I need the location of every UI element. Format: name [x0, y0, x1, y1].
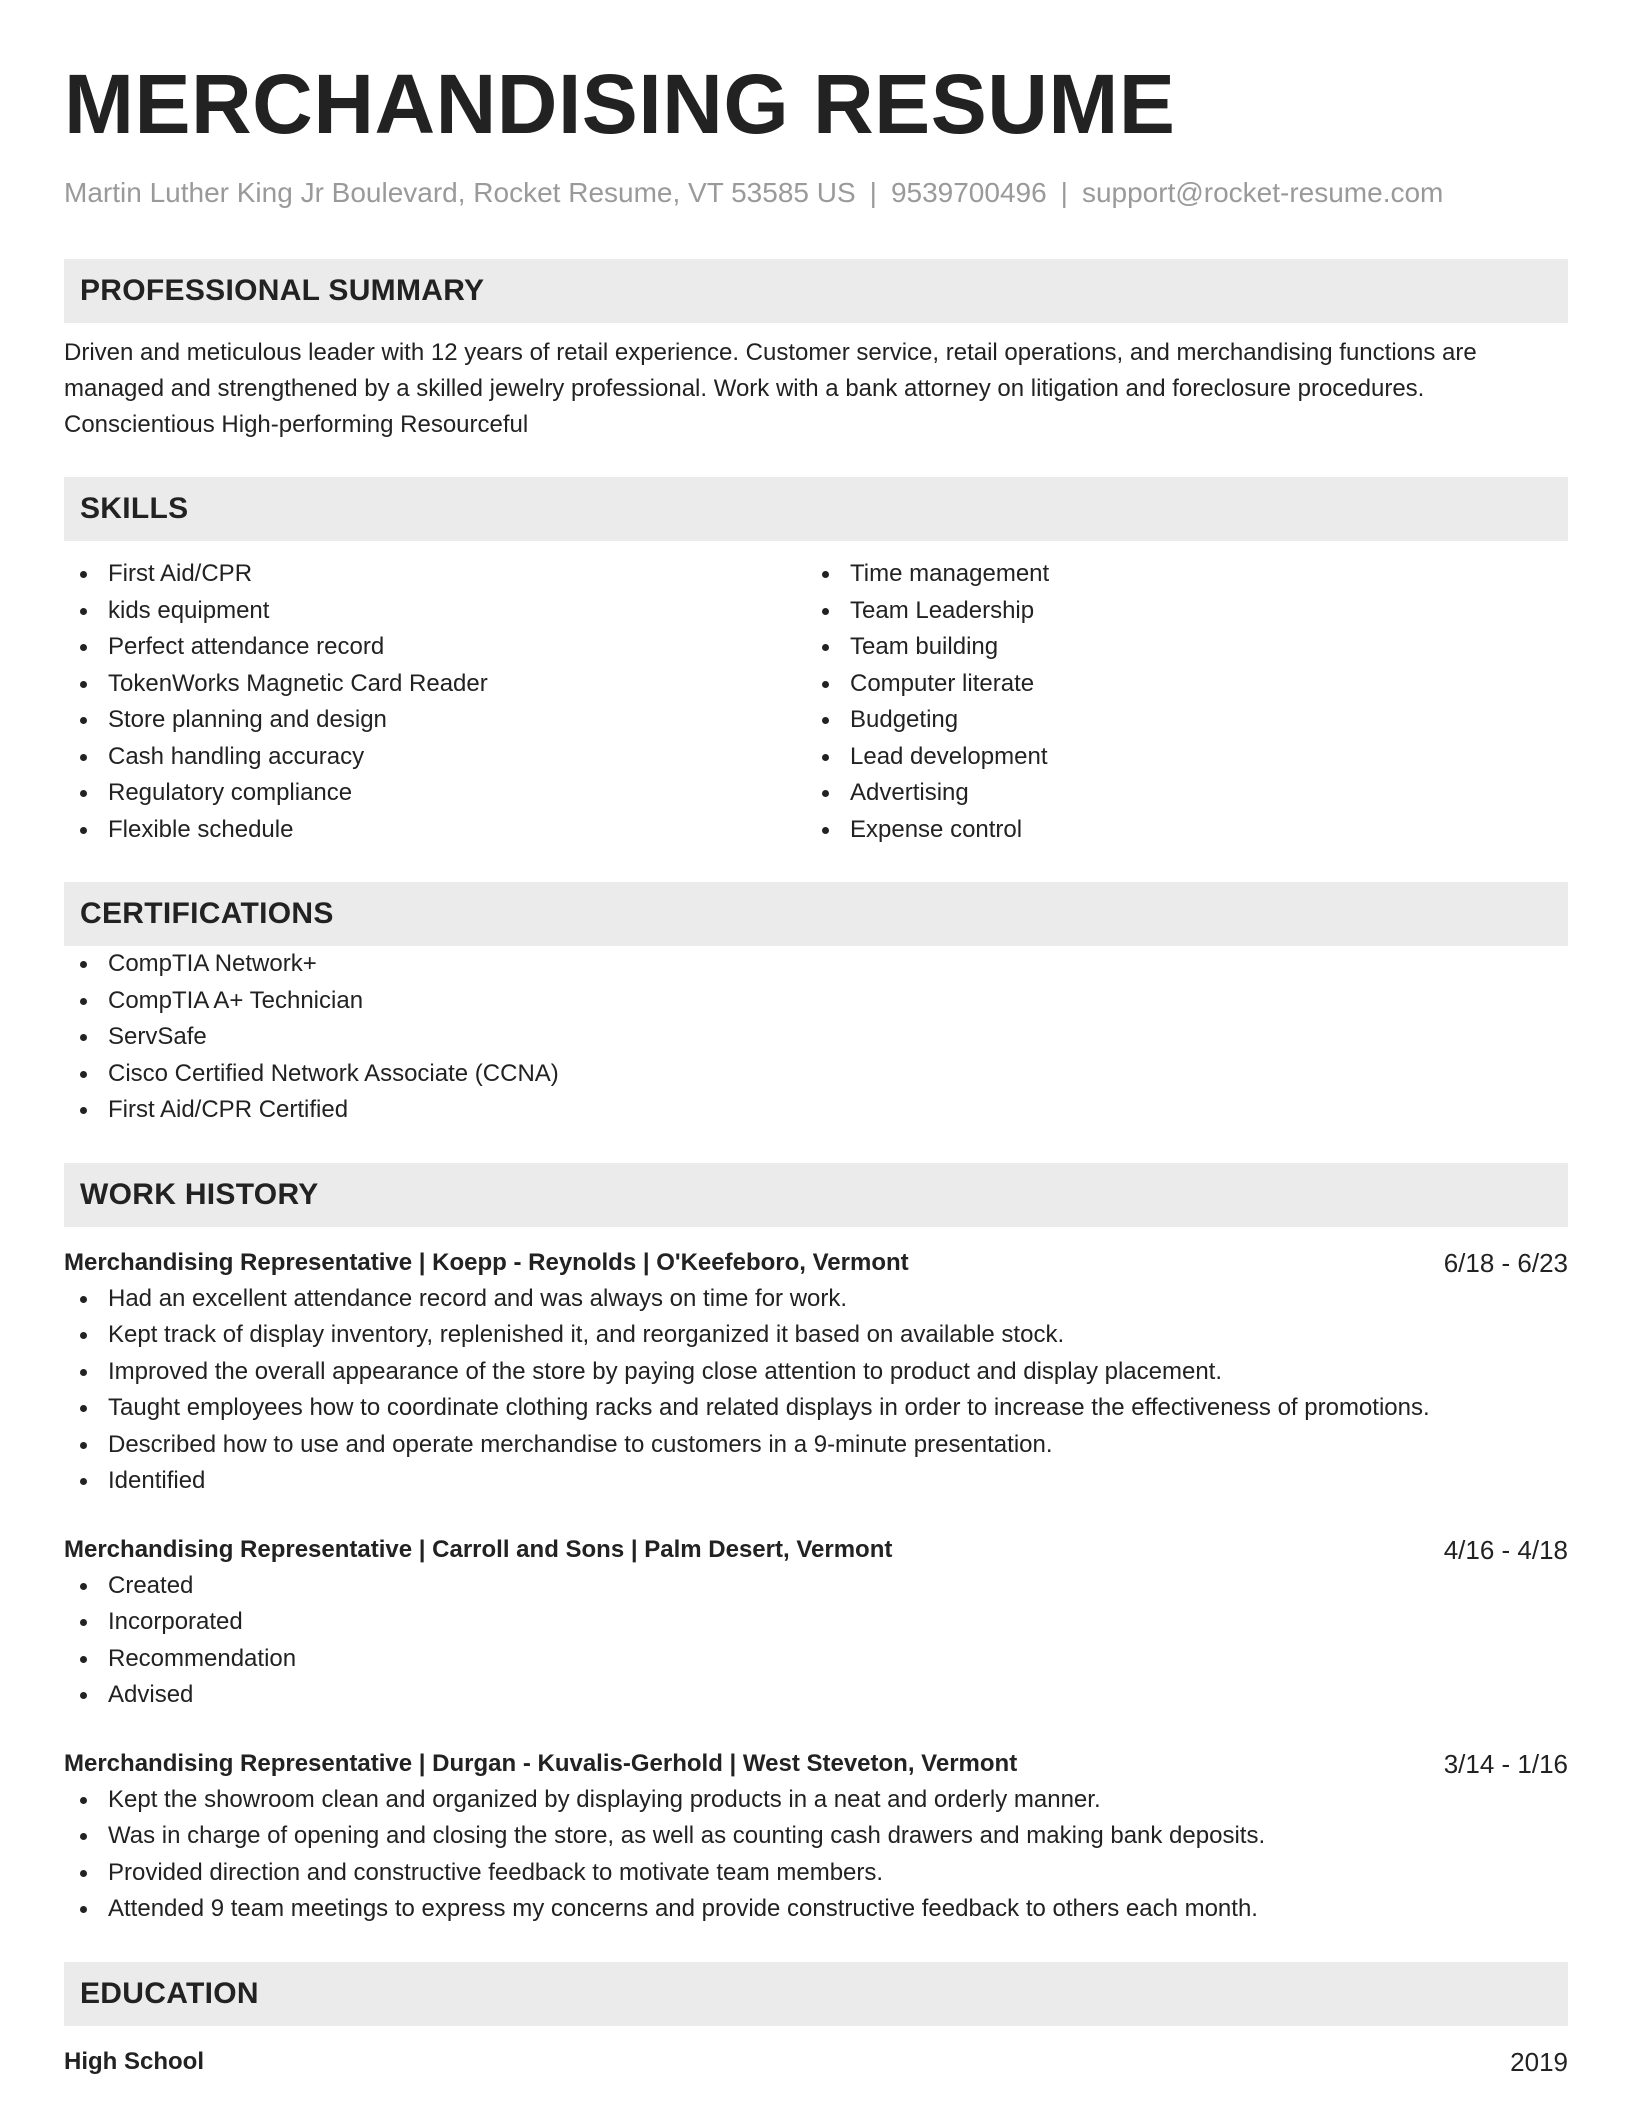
- job-bullet: Identified: [64, 1463, 1568, 1500]
- contact-line: [64, 176, 1568, 210]
- job-title: Merchandising Representative | Koepp - Reynolds | O'Keefeboro, Vermont: [64, 1248, 909, 1276]
- education-entry: [64, 2044, 1568, 2080]
- skills-columns: [64, 556, 1568, 848]
- section-heading-work-history: WORK HISTORY: [64, 1163, 1568, 1227]
- certification-item: Cisco Certified Network Associate (CCNA): [64, 1056, 1568, 1093]
- job-header: [64, 1532, 1568, 1568]
- job-dates: 6/18 - 6/23: [1443, 1247, 1568, 1278]
- skill-item: Computer literate: [806, 666, 1548, 703]
- education-year: 2019: [1510, 2046, 1568, 2077]
- job-bullet: Recommendation: [64, 1641, 1568, 1678]
- certifications-list: [64, 946, 1568, 1129]
- section-heading-skills: SKILLS: [64, 477, 1568, 541]
- skills-list-right: [806, 556, 1548, 848]
- contact-separator: |: [1060, 177, 1068, 208]
- job-bullet: Created: [64, 1568, 1568, 1605]
- job-dates: 4/16 - 4/18: [1443, 1534, 1568, 1565]
- job-bullet: Kept track of display inventory, replenished it, and reorganized it based on available stock.: [64, 1317, 1568, 1354]
- skill-item: Team building: [806, 629, 1548, 666]
- job-bullet: Improved the overall appearance of the store by paying close attention to product and display placement.: [64, 1354, 1568, 1391]
- job-header: [64, 1746, 1568, 1782]
- skill-item: kids equipment: [64, 593, 806, 630]
- resume-page: [64, 0, 1568, 2080]
- job-bullet: Kept the showroom clean and organized by displaying products in a neat and orderly manner.: [64, 1782, 1568, 1819]
- skill-item: Expense control: [806, 812, 1548, 849]
- skill-item: Store planning and design: [64, 702, 806, 739]
- skills-column-left: [64, 556, 806, 848]
- skill-item: TokenWorks Magnetic Card Reader: [64, 666, 806, 703]
- skill-item: Regulatory compliance: [64, 775, 806, 812]
- job-header: [64, 1245, 1568, 1281]
- skills-list-left: [64, 556, 806, 848]
- job-title: Merchandising Representative | Durgan - Kuvalis-Gerhold | West Steveton, Vermont: [64, 1749, 1018, 1777]
- job-bullet: Incorporated: [64, 1604, 1568, 1641]
- skill-item: Perfect attendance record: [64, 629, 806, 666]
- job-bullet: Advised: [64, 1677, 1568, 1714]
- contact-address: Martin Luther King Jr Boulevard, Rocket Resume, VT 53585 US: [64, 177, 856, 208]
- job-entry: [64, 1532, 1568, 1714]
- skill-item: Team Leadership: [806, 593, 1548, 630]
- job-bullet-list: [64, 1281, 1568, 1500]
- job-bullet-list: [64, 1568, 1568, 1714]
- certification-item: CompTIA A+ Technician: [64, 983, 1568, 1020]
- contact-phone: 9539700496: [890, 177, 1047, 208]
- section-heading-professional-summary: PROFESSIONAL SUMMARY: [64, 259, 1568, 323]
- resume-title: MERCHANDISING RESUME: [64, 57, 1176, 151]
- contact-separator: |: [869, 177, 877, 208]
- job-title: Merchandising Representative | Carroll and Sons | Palm Desert, Vermont: [64, 1535, 893, 1563]
- certification-item: ServSafe: [64, 1019, 1568, 1056]
- skills-column-right: [806, 556, 1548, 848]
- skill-item: Advertising: [806, 775, 1548, 812]
- skill-item: First Aid/CPR: [64, 556, 806, 593]
- certification-item: CompTIA Network+: [64, 946, 1568, 983]
- contact-email: support@rocket-resume.com: [1081, 177, 1444, 208]
- job-bullet: Taught employees how to coordinate clothing racks and related displays in order to increase the effectiveness of promotions.: [64, 1390, 1568, 1427]
- job-dates: 3/14 - 1/16: [1443, 1748, 1568, 1779]
- skill-item: Budgeting: [806, 702, 1548, 739]
- section-heading-certifications: CERTIFICATIONS: [64, 882, 1568, 946]
- skill-item: Time management: [806, 556, 1548, 593]
- job-entry: [64, 1746, 1568, 1928]
- skill-item: Cash handling accuracy: [64, 739, 806, 776]
- section-heading-education: EDUCATION: [64, 1962, 1568, 2026]
- skill-item: Flexible schedule: [64, 812, 806, 849]
- job-entry: [64, 1245, 1568, 1500]
- certification-item: First Aid/CPR Certified: [64, 1092, 1568, 1129]
- job-bullet: Had an excellent attendance record and was always on time for work.: [64, 1281, 1568, 1318]
- job-bullet: Provided direction and constructive feedback to motivate team members.: [64, 1855, 1568, 1892]
- job-bullet-list: [64, 1782, 1568, 1928]
- job-bullet: Described how to use and operate merchandise to customers in a 9-minute presentation.: [64, 1427, 1568, 1464]
- education-school: High School: [64, 2047, 204, 2075]
- skill-item: Lead development: [806, 739, 1548, 776]
- professional-summary-text: Driven and meticulous leader with 12 years of retail experience. Customer service, retail operations, and merchandising functions are managed and strengthened by a skilled jewelry professional. Work with a bank attorney on litigation and foreclosure procedures. Conscientious High-performing Resourceful: [64, 339, 1477, 438]
- job-bullet: Attended 9 team meetings to express my concerns and provide constructive feedback to others each month.: [64, 1891, 1568, 1928]
- job-bullet: Was in charge of opening and closing the store, as well as counting cash drawers and making bank deposits.: [64, 1818, 1568, 1855]
